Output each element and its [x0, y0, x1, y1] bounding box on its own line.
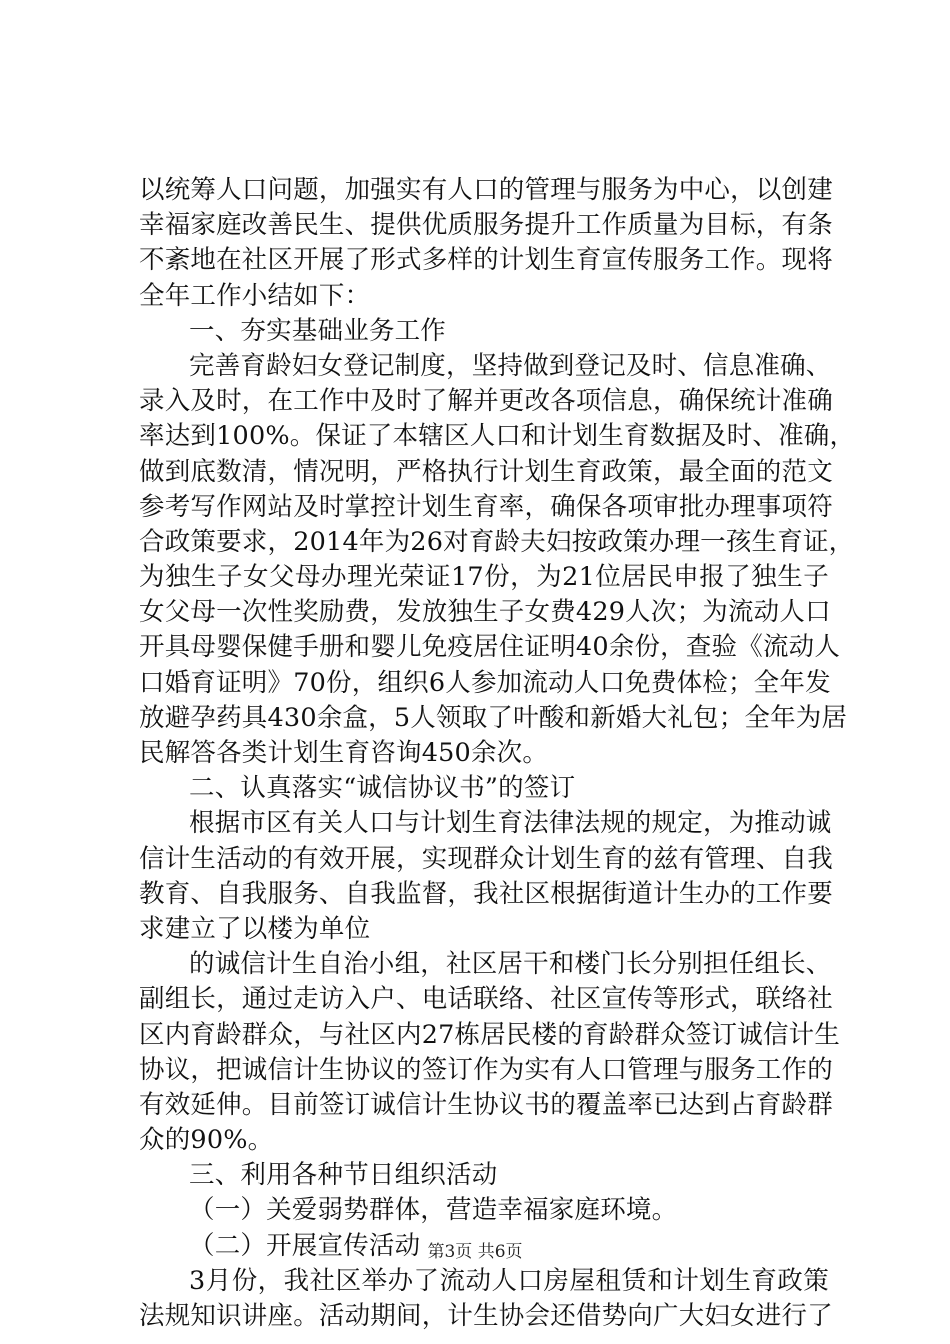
text-line: 区内育龄群众，与社区内27栋居民楼的育龄群众签订诚信计生 — [139, 1019, 841, 1050]
text-line: 法规知识讲座。活动期间，计生协会还借势向广大妇女进行了 — [139, 1301, 833, 1331]
text-line: 一、夯实基础业务工作 — [189, 315, 447, 346]
text-line: 三、利用各种节日组织活动 — [189, 1160, 498, 1191]
text-line: （一）关爱弱势群体，营造幸福家庭环境。 — [189, 1195, 678, 1226]
text-line: 二、认真落实“诚信协议书”的签订 — [189, 773, 576, 804]
text-line: 为独生子女父母办理光荣证17份，为21位居民申报了独生子 — [139, 562, 829, 593]
text-line: 协议，把诚信计生协议的签订作为实有人口管理与服务工作的 — [139, 1054, 833, 1085]
text-line: 全年工作小结如下： — [139, 280, 371, 311]
text-line: 口婚育证明》70份，组织6人参加流动人口免费体检；全年发 — [139, 667, 831, 698]
text-line: 民解答各类计划生育咨询450余次。 — [139, 738, 549, 768]
text-line: 副组长，通过走访入户、电话联络、社区宣传等形式，联络社 — [139, 984, 833, 1015]
text-line: 合政策要求，2014年为26对育龄夫妇按政策办理一孩生育证， — [139, 526, 855, 557]
text-line: 完善育龄妇女登记制度，坚持做到登记及时、信息准确、 — [189, 350, 832, 381]
text-line: 开具母婴保健手册和婴儿免疫居住证明40余份，查验《流动人 — [139, 632, 841, 663]
text-line: 女父母一次性奖励费，发放独生子女费429人次；为流动人口 — [139, 597, 831, 628]
text-line: 放避孕药具430余盒，5人领取了叶酸和新婚大礼包；全年为居 — [139, 702, 848, 733]
text-line: 的诚信计生自治小组，社区居干和楼门长分别担任组长、 — [189, 949, 832, 980]
text-line: 众的90%。 — [139, 1125, 274, 1156]
text-line: 做到底数清，情况明，严格执行计划生育政策，最全面的范文 — [139, 456, 833, 487]
text-line: 不紊地在社区开展了形式多样的计划生育宣传服务工作。现将 — [139, 245, 833, 276]
text-line: 教育、自我服务、自我监督，我社区根据街道计生办的工作要 — [139, 878, 833, 909]
document-body — [139, 173, 856, 1334]
text-line: 录入及时，在工作中及时了解并更改各项信息，确保统计准确 — [139, 386, 833, 417]
text-line: 信计生活动的有效开展，实现群众计划生育的兹有管理、自我 — [139, 843, 833, 874]
text-line: 参考写作网站及时掌控计划生育率，确保各项审批办理事项符 — [139, 491, 833, 522]
text-line: 求建立了以楼为单位 — [139, 913, 371, 944]
text-line: （二）开展宣传活动 — [189, 1230, 421, 1261]
text-line: 3月份，我社区举办了流动人口房屋租赁和计划生育政策 — [189, 1265, 829, 1296]
page-footer: 第3页 共6页 — [427, 1242, 523, 1262]
text-line: 有效延伸。目前签订诚信计生协议书的覆盖率已达到占育龄群 — [139, 1089, 833, 1120]
text-line: 根据市区有关人口与计划生育法律法规的规定，为推动诚 — [189, 808, 832, 839]
text-line: 幸福家庭改善民生、提供优质服务提升工作质量为目标，有条 — [139, 210, 833, 241]
text-line: 以统筹人口问题，加强实有人口的管理与服务为中心，以创建 — [139, 175, 833, 205]
text-line: 率达到100%。保证了本辖区人口和计划生育数据及时、准确， — [139, 421, 856, 452]
